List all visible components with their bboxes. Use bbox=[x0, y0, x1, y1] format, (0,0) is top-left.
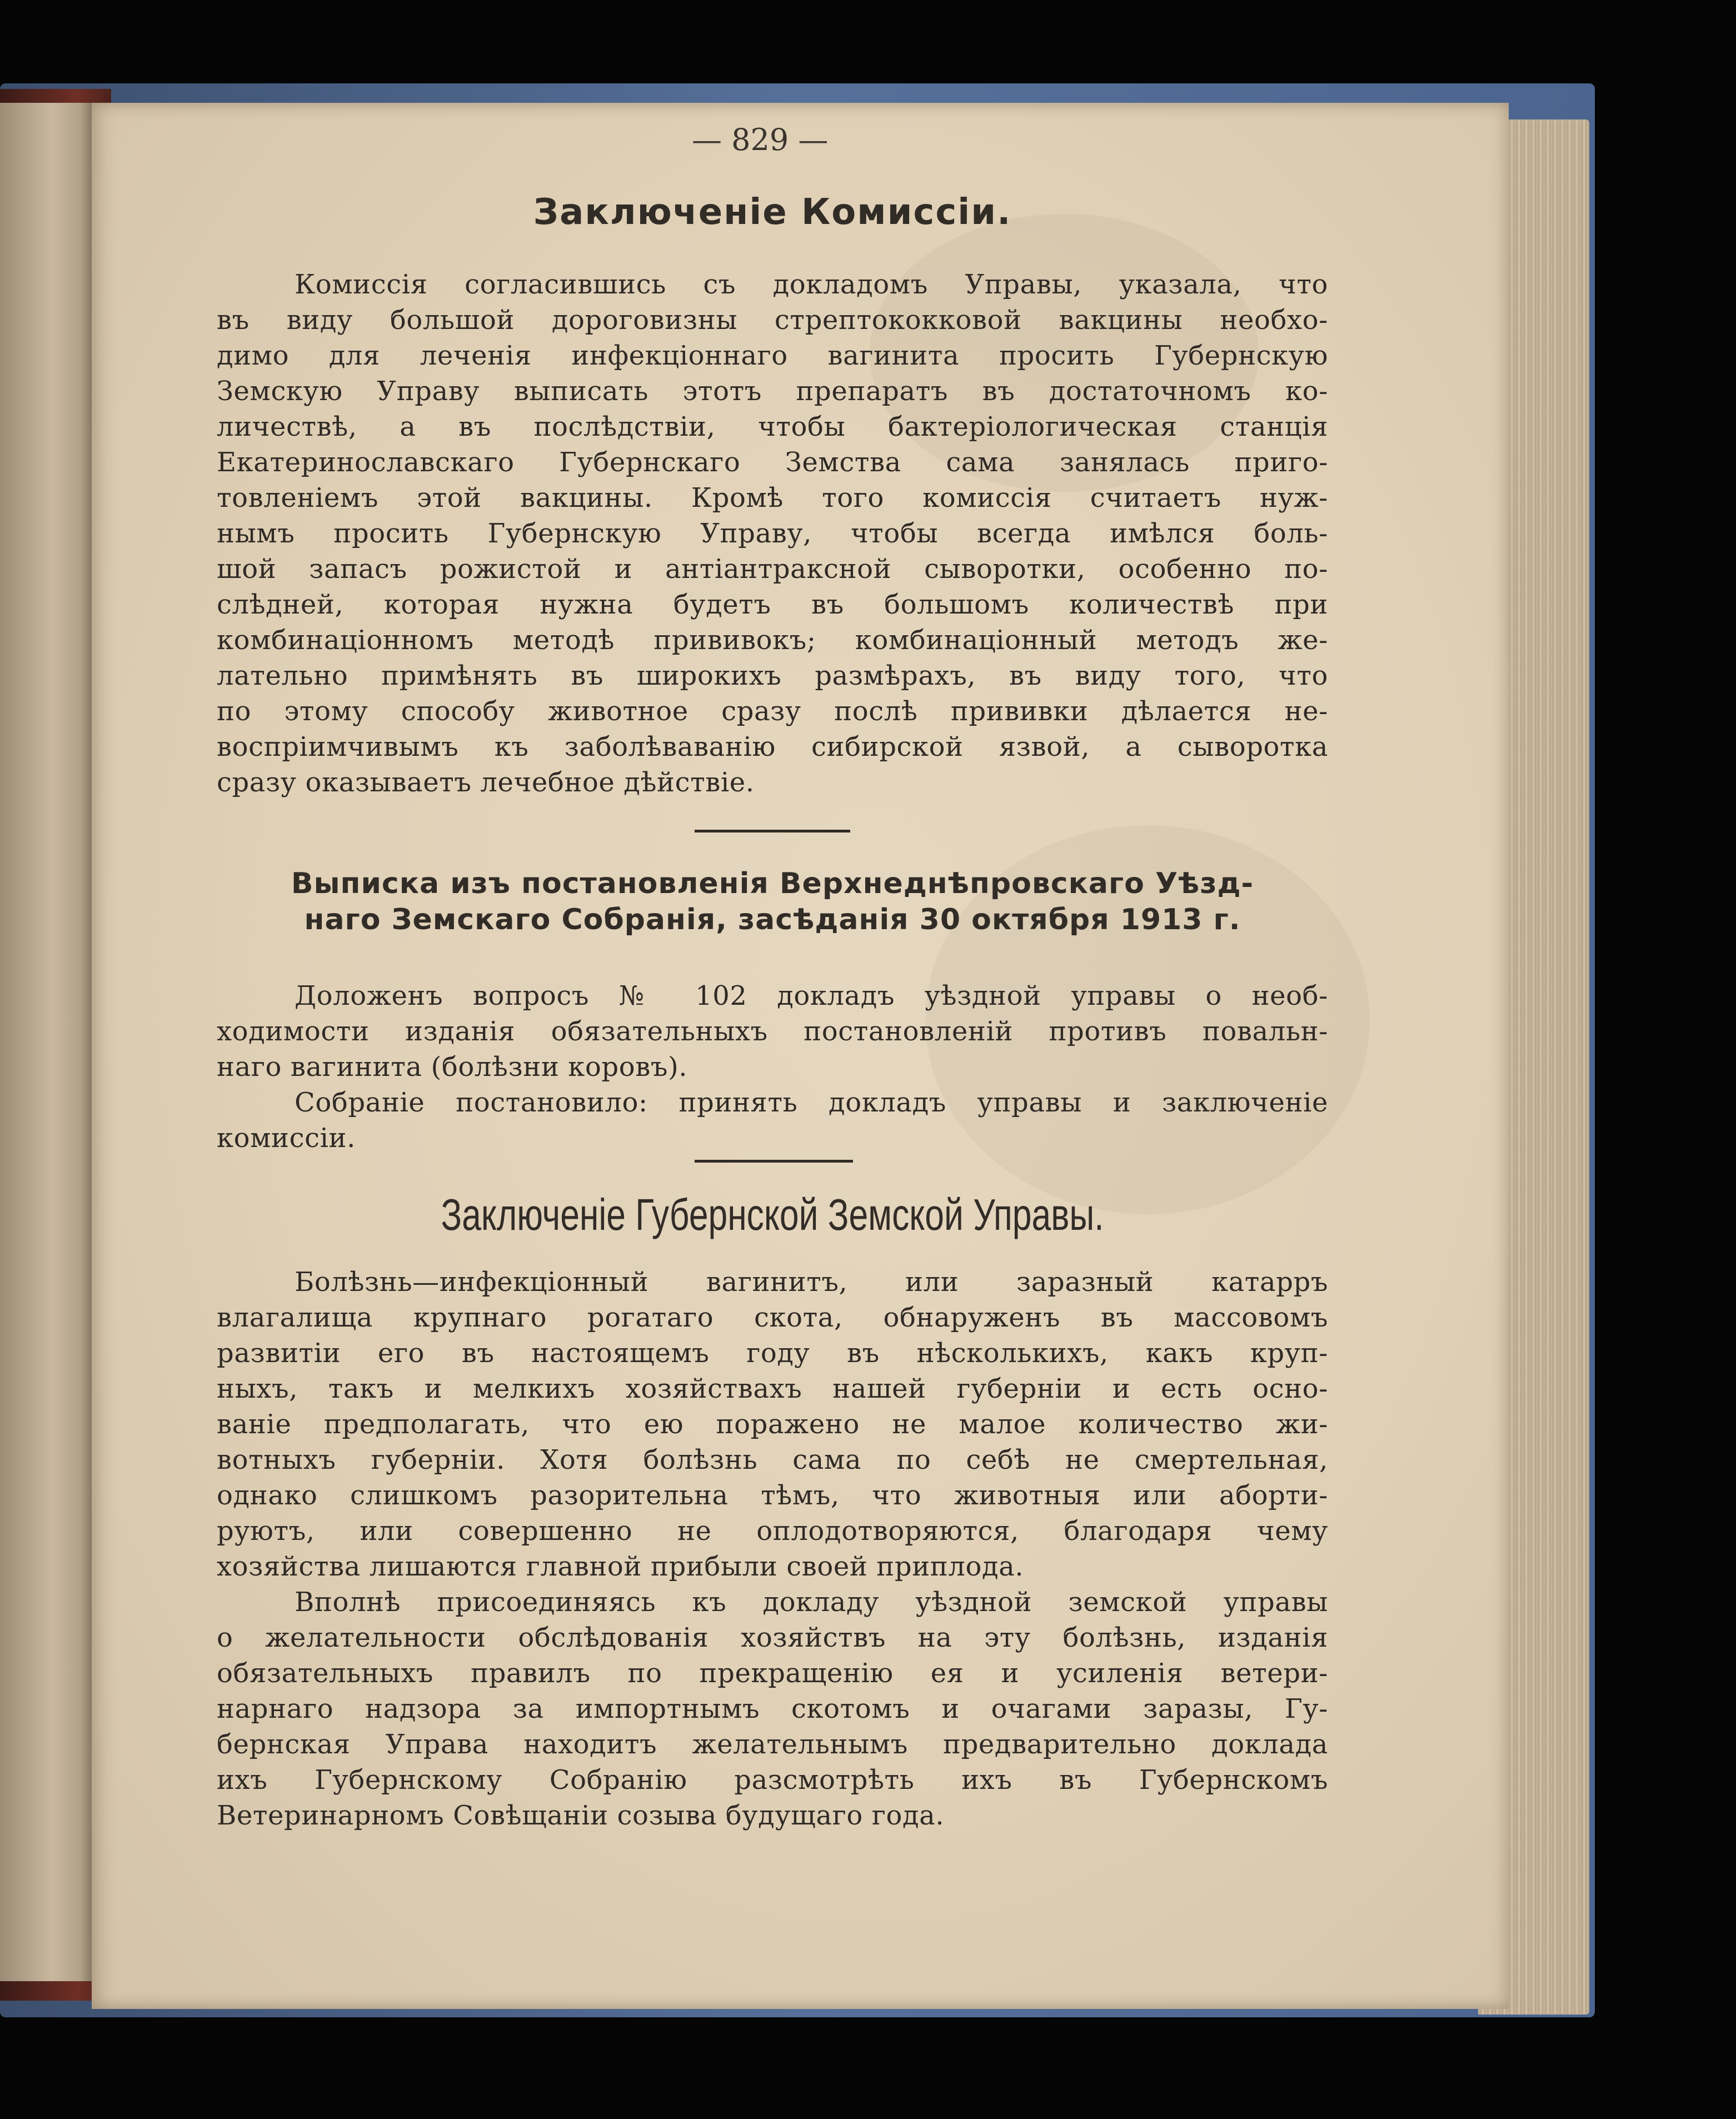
section-heading-extract-line1: Выписка изъ постановленія Верхнеднѣпровскаго Уѣзд- bbox=[291, 867, 1254, 900]
section-divider bbox=[695, 1160, 853, 1163]
text-line: о желательности обслѣдованія хозяйствъ на эту болѣзнь, изданія bbox=[217, 1622, 1328, 1653]
section-divider bbox=[695, 830, 850, 832]
text-line: лательно примѣнять въ широкихъ размѣрахъ, въ виду того, что bbox=[217, 660, 1328, 691]
text-line: однако слишкомъ разорительна тѣмъ, что животныя или аборти- bbox=[217, 1480, 1328, 1511]
section-heading-extract-line2: наго Земскаго Собранія, засѣданія 30 октября 1913 г. bbox=[304, 903, 1241, 936]
text-line: Комиссія согласившись съ докладомъ Управы, указала, что bbox=[295, 269, 1328, 300]
text-line: сразу оказываетъ лечебное дѣйствіе. bbox=[217, 767, 755, 798]
text-line: Собраніе постановило: принять докладъ управы и заключеніе bbox=[295, 1087, 1328, 1118]
text-line: Ветеринарномъ Совѣщаніи созыва будущаго года. bbox=[217, 1800, 945, 1831]
text-line: нарнаго надзора за импортнымъ скотомъ и очагами заразы, Гу- bbox=[217, 1693, 1328, 1724]
text-line: руютъ, или совершенно не оплодотворяются, благодаря чему bbox=[217, 1515, 1328, 1547]
text-line: слѣдней, которая нужна будетъ въ большомъ количествѣ при bbox=[217, 589, 1328, 620]
text-line: по этому способу животное сразу послѣ прививки дѣлается не- bbox=[217, 696, 1328, 727]
text-line: Болѣзнь—инфекціонный вагинитъ, или заразный катарръ bbox=[295, 1267, 1328, 1298]
text-line: наго вагинита (болѣзни коровъ). bbox=[217, 1051, 688, 1083]
text-line: Доложенъ вопросъ № 102 докладъ уѣздной управы о необ- bbox=[295, 980, 1328, 1011]
text-line: обязательныхъ правилъ по прекращенію ея и усиленія ветери- bbox=[217, 1658, 1328, 1689]
extract-paragraph bbox=[217, 978, 1328, 1156]
text-line: Земскую Управу выписать этотъ препаратъ въ достаточномъ ко- bbox=[217, 376, 1328, 407]
page-number: — 829 — bbox=[692, 122, 829, 157]
text-line: въ виду большой дороговизны стрептококковой вакцины необхо- bbox=[217, 305, 1328, 336]
text-line: ходимости изданія обязательныхъ постановленій противъ повальн- bbox=[217, 1016, 1328, 1047]
text-line: личествѣ, а въ послѣдствіи, чтобы бактеріологическая станція bbox=[217, 411, 1328, 442]
text-line: хозяйства лишаются главной прибыли своей приплода. bbox=[217, 1551, 1024, 1582]
text-line: комиссіи. bbox=[217, 1123, 356, 1154]
text-line: шой запасъ рожистой и антіантраксной сыворотки, особенно по- bbox=[217, 554, 1328, 585]
text-line: комбинаціонномъ методѣ прививокъ; комбинаціонный методъ же- bbox=[217, 625, 1328, 656]
text-line: нымъ просить Губернскую Управу, чтобы всегда имѣлся боль- bbox=[217, 518, 1328, 549]
text-line: вотныхъ губерніи. Хотя болѣзнь сама по себѣ не смертельная, bbox=[217, 1444, 1328, 1475]
text-line: Екатеринославскаго Губернскаго Земства сама занялась приго- bbox=[217, 447, 1328, 478]
text-line: Вполнѣ присоединяясь къ докладу уѣздной земской управы bbox=[295, 1587, 1328, 1618]
text-line: ныхъ, такъ и мелкихъ хозяйствахъ нашей губерніи и есть осно- bbox=[217, 1373, 1328, 1404]
text-line: товленіемъ этой вакцины. Кромѣ того комиссія считаетъ нуж- bbox=[217, 482, 1328, 513]
text-line: воспріимчивымъ къ заболѣваванію сибирской язвой, а сыворотка bbox=[217, 731, 1328, 762]
text-line: влагалища крупнаго рогатаго скота, обнаруженъ въ массовомъ bbox=[217, 1302, 1328, 1333]
section-heading-commission: Заключеніе Комиссіи. bbox=[533, 192, 1012, 233]
text-line: бернская Управа находитъ желательнымъ предварительно доклада bbox=[217, 1729, 1328, 1760]
provincial-paragraph-2 bbox=[217, 1584, 1328, 1833]
section-heading-provincial: Заключеніе Губернской Земской Управы. bbox=[441, 1190, 1104, 1239]
text-line: димо для леченія инфекціоннаго вагинита просить Губернскую bbox=[217, 340, 1328, 371]
left-page-edge bbox=[0, 103, 94, 1981]
text-line: развитіи его въ настоящемъ году въ нѣсколькихъ, какъ круп- bbox=[217, 1338, 1328, 1369]
text-line: ваніе предполагать, что ею поражено не малое количество жи- bbox=[217, 1409, 1328, 1440]
provincial-paragraph-1 bbox=[217, 1264, 1328, 1584]
commission-paragraph bbox=[217, 267, 1328, 800]
text-line: ихъ Губернскому Собранію разсмотрѣть ихъ въ Губернскомъ bbox=[217, 1764, 1328, 1796]
